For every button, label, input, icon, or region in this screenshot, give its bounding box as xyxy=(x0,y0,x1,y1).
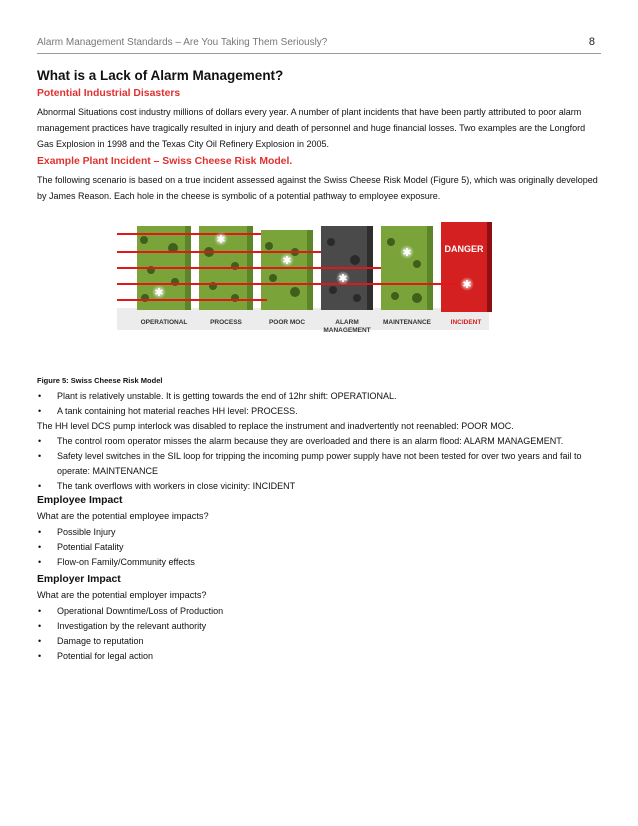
figure-caption: Figure 5: Swiss Cheese Risk Model xyxy=(37,376,163,385)
slice-maintenance xyxy=(381,226,433,310)
list-item: • Damage to reputation xyxy=(37,634,603,649)
page-heading: What is a Lack of Alarm Management? xyxy=(37,68,284,83)
star-icon: ✱ xyxy=(462,278,472,291)
slice-poor-moc xyxy=(261,230,313,310)
label-management: MANAGEMENT xyxy=(323,327,371,334)
list-item: • Flow-on Family/Community effects xyxy=(37,555,603,570)
subheading-disasters: Potential Industrial Disasters xyxy=(37,88,181,99)
label-incident: INCIDENT xyxy=(450,319,482,326)
list-item: • Potential Fatality xyxy=(37,540,603,555)
scenario-list-1 xyxy=(37,389,603,419)
label-poor-moc: POOR MOC xyxy=(268,319,306,326)
employer-question: What are the potential employer impacts? xyxy=(37,590,207,600)
list-item: • The tank overflows with workers in close vicinity: INCIDENT xyxy=(37,479,603,494)
employee-impact-list xyxy=(37,525,603,570)
star-icon: ✱ xyxy=(216,233,226,246)
header-title: Alarm Management Standards – Are You Taking Them Seriously? xyxy=(37,37,328,48)
slice-incident xyxy=(441,222,492,312)
star-icon: ✱ xyxy=(282,254,292,267)
page-header xyxy=(37,33,601,54)
employee-question: What are the potential employee impacts? xyxy=(37,511,209,521)
page-number: 8 xyxy=(588,36,595,48)
danger-label: DANGER xyxy=(444,244,484,254)
swiss-cheese-figure xyxy=(37,212,603,362)
scenario-plain-line: The HH level DCS pump interlock was disabled to replace the instrument and inadvertently not reenabled: POOR MOC. xyxy=(37,421,514,431)
list-item: • Investigation by the relevant authority xyxy=(37,619,603,634)
employer-impact-list xyxy=(37,604,603,664)
list-item: • Possible Injury xyxy=(37,525,603,540)
star-icon: ✱ xyxy=(402,246,412,259)
star-icon: ✱ xyxy=(338,272,348,285)
list-item: • A tank containing hot material reaches HH level: PROCESS. xyxy=(37,404,603,419)
list-item: • Plant is relatively unstable. It is getting towards the end of 12hr shift: OPERATIONAL. xyxy=(37,389,603,404)
swiss-cheese-diagram xyxy=(117,212,517,362)
main-content xyxy=(37,68,603,664)
paragraph-incident: The following scenario is based on a true incident assessed against the Swiss Cheese Risk Model (Figure 5), which was originally developed by James Reason. Each hole in the cheese is symbolic of a potential pathway to employee exposure. xyxy=(37,175,598,201)
label-process: PROCESS xyxy=(210,319,242,326)
label-operational: OPERATIONAL xyxy=(140,319,188,326)
star-icon: ✱ xyxy=(154,286,164,299)
subheading-incident: Example Plant Incident – Swiss Cheese Risk Model. xyxy=(37,156,293,167)
employee-impact-heading: Employee Impact xyxy=(37,495,123,506)
employer-impact-heading: Employer Impact xyxy=(37,574,121,585)
scenario-list-2 xyxy=(37,434,603,494)
list-item: • Operational Downtime/Loss of Production xyxy=(37,604,603,619)
list-item: • Potential for legal action xyxy=(37,649,603,664)
list-item: • The control room operator misses the alarm because they are overloaded and there is an alarm flood: ALARM MANAGEMENT. xyxy=(37,434,603,449)
paragraph-disasters: Abnormal Situations cost industry millions of dollars every year. A number of plant incidents that have been partly attributed to poor alarm management practices have tragically resulted in injury and death of personnel and huge financial losses. Two examples are the Longford Gas Explosion in 1998 and the Texas City Oil Refinery Explosion in 2005. xyxy=(37,107,586,149)
list-item: • Safety level switches in the SIL loop for tripping the incoming pump power supply have not been tested for over two years and fail to operate: MAINTENANCE xyxy=(37,449,603,479)
label-maintenance: MAINTENANCE xyxy=(382,319,432,326)
label-alarm: ALARM xyxy=(335,319,359,326)
